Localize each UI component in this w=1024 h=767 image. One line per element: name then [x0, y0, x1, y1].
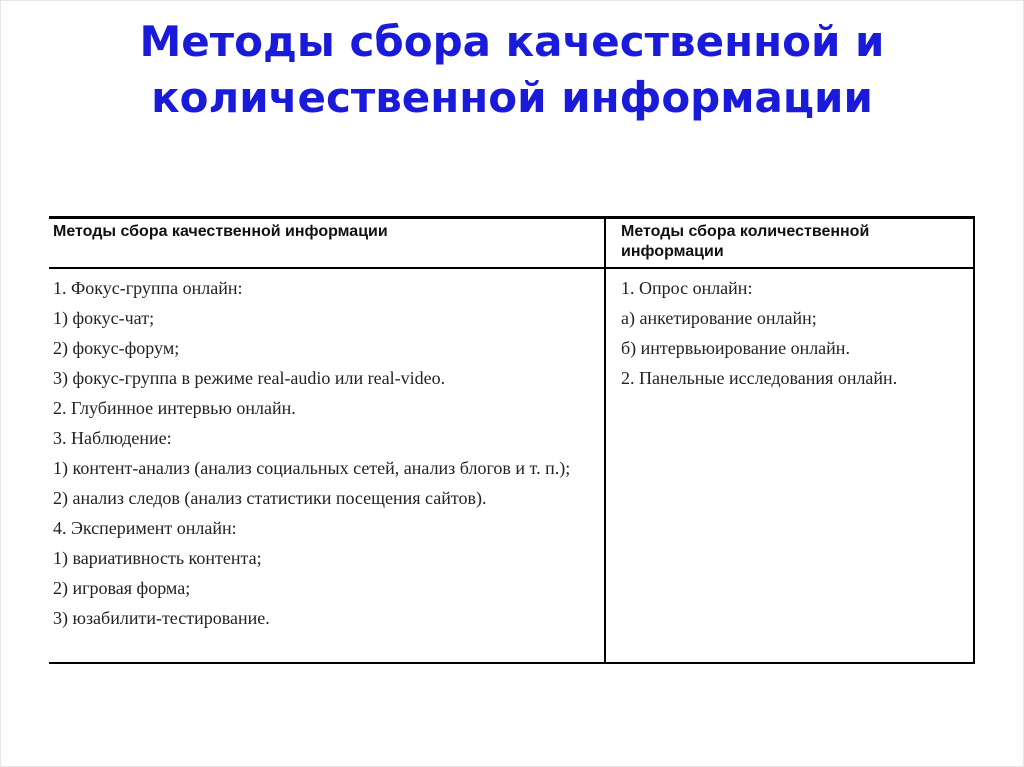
list-item: 1) вариативность контента;: [53, 548, 262, 568]
list-item: б) интервьюирование онлайн.: [621, 338, 850, 358]
list-item: 2) фокус-форум;: [53, 338, 180, 358]
table-right-border: [973, 219, 975, 662]
list-item: 3) фокус-группа в режиме real-audio или real-video.: [53, 368, 446, 388]
header-quantitative: Методы сбора количественной информации: [621, 223, 870, 260]
slide-title-line-1: Методы сбора качественной и: [139, 17, 885, 66]
qualitative-methods-list: [53, 277, 598, 637]
slide-title-line-2: количественной информации: [151, 73, 873, 122]
list-item: 2) анализ следов (анализ статистики посещения сайтов).: [53, 488, 487, 508]
list-item: 2. Панельные исследования онлайн.: [621, 368, 898, 388]
list-item: 1. Фокус-группа онлайн:: [53, 278, 243, 298]
quantitative-methods-list: [621, 277, 971, 397]
list-item: 3. Наблюдение:: [53, 428, 172, 448]
slide-title: [0, 14, 1024, 126]
methods-table: [49, 216, 975, 664]
list-item: 1) фокус-чат;: [53, 308, 155, 328]
column-divider: [604, 219, 606, 662]
list-item: 2. Глубинное интервью онлайн.: [53, 398, 296, 418]
list-item: 1. Опрос онлайн:: [621, 278, 753, 298]
list-item: а) анкетирование онлайн;: [621, 308, 817, 328]
list-item: 3) юзабилити-тестирование.: [53, 608, 270, 628]
header-qualitative: Методы сбора качественной информации: [53, 223, 388, 240]
list-item: 2) игровая форма;: [53, 578, 191, 598]
header-divider: [49, 267, 975, 269]
list-item: 4. Эксперимент онлайн:: [53, 518, 237, 538]
list-item: 1) контент-анализ (анализ социальных сетей, анализ блогов и т. п.);: [53, 458, 571, 478]
